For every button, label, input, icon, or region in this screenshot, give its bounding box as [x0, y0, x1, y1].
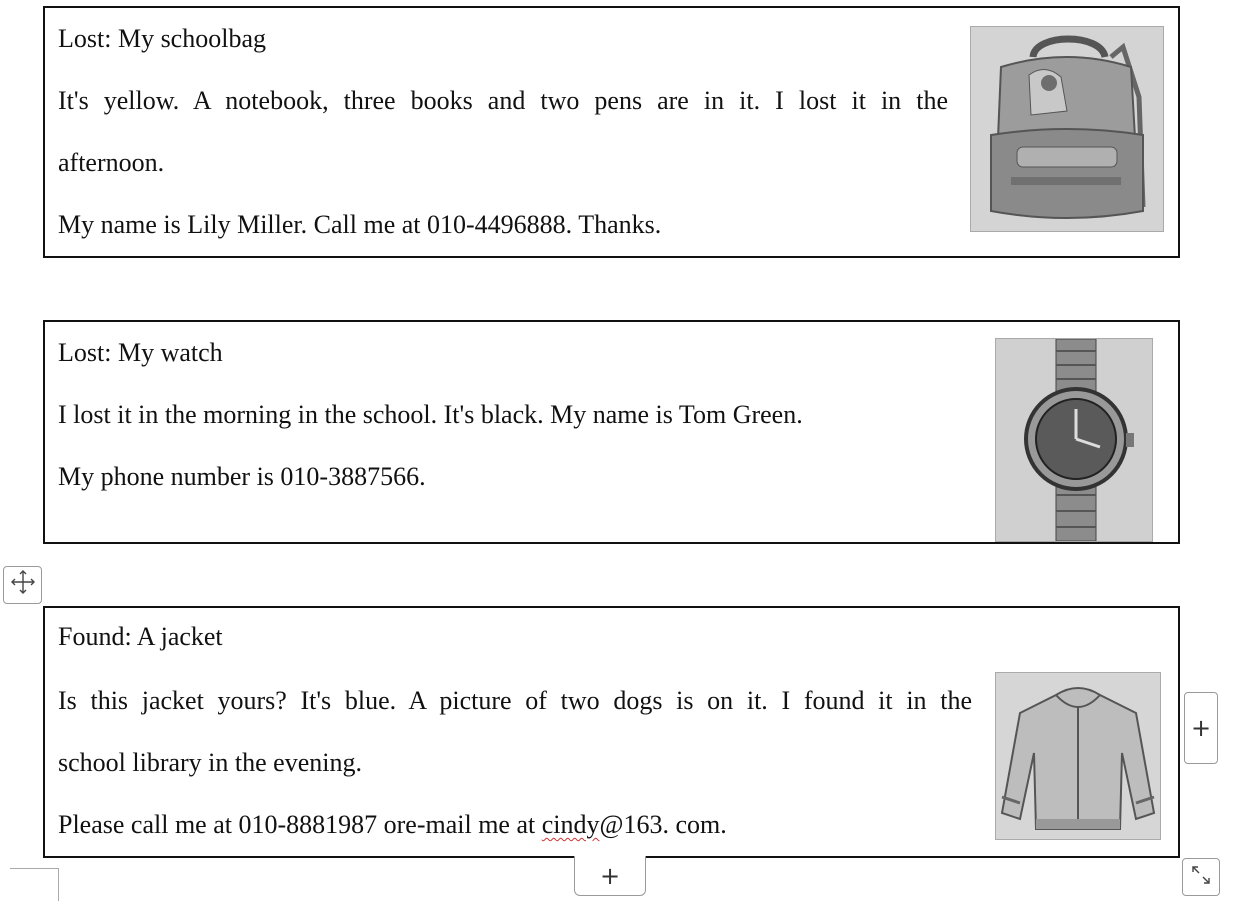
resize-icon — [1189, 863, 1213, 891]
plus-icon: + — [1190, 714, 1212, 742]
spellcheck-flagged-word[interactable]: cindy — [541, 810, 600, 839]
page-corner-marker — [10, 868, 59, 901]
notice-body-line: I lost it in the morning in the school. It's black. My name is Tom Green. — [58, 400, 803, 429]
notice-heading: Lost: My schoolbag — [58, 24, 266, 53]
notice-contact-line: My phone number is 010-3887566. — [58, 462, 426, 491]
schoolbag-photo — [970, 26, 1164, 232]
notice-heading: Lost: My watch — [58, 338, 223, 367]
lost-schoolbag-notice — [43, 6, 1180, 258]
notice-heading: Found: A jacket — [58, 622, 223, 651]
contact-text: @163. com. — [599, 810, 727, 839]
table-resize-handle[interactable] — [1182, 858, 1220, 896]
move-icon — [10, 569, 36, 601]
table-move-handle[interactable] — [3, 566, 42, 604]
add-column-button[interactable] — [1184, 692, 1218, 764]
plus-icon: + — [599, 861, 621, 890]
found-jacket-notice — [43, 606, 1180, 858]
add-row-button[interactable] — [574, 856, 646, 896]
jacket-photo — [995, 672, 1161, 840]
notice-contact-line — [58, 810, 727, 840]
notice-body-line: school library in the evening. — [58, 748, 362, 777]
notice-contact-line: My name is Lily Miller. Call me at 010-4496888. Thanks. — [58, 210, 662, 239]
notice-body-line: afternoon. — [58, 148, 165, 177]
contact-text: Please call me at 010-8881987 ore-mail me at — [58, 810, 542, 839]
watch-photo — [995, 338, 1153, 542]
notice-body-line: Is this jacket yours? It's blue. A picture of two dogs is on it. I found it in the — [58, 686, 972, 715]
notice-body-line: It's yellow. A notebook, three books and two pens are in it. I lost it in the — [58, 86, 948, 115]
lost-watch-notice — [43, 320, 1180, 544]
